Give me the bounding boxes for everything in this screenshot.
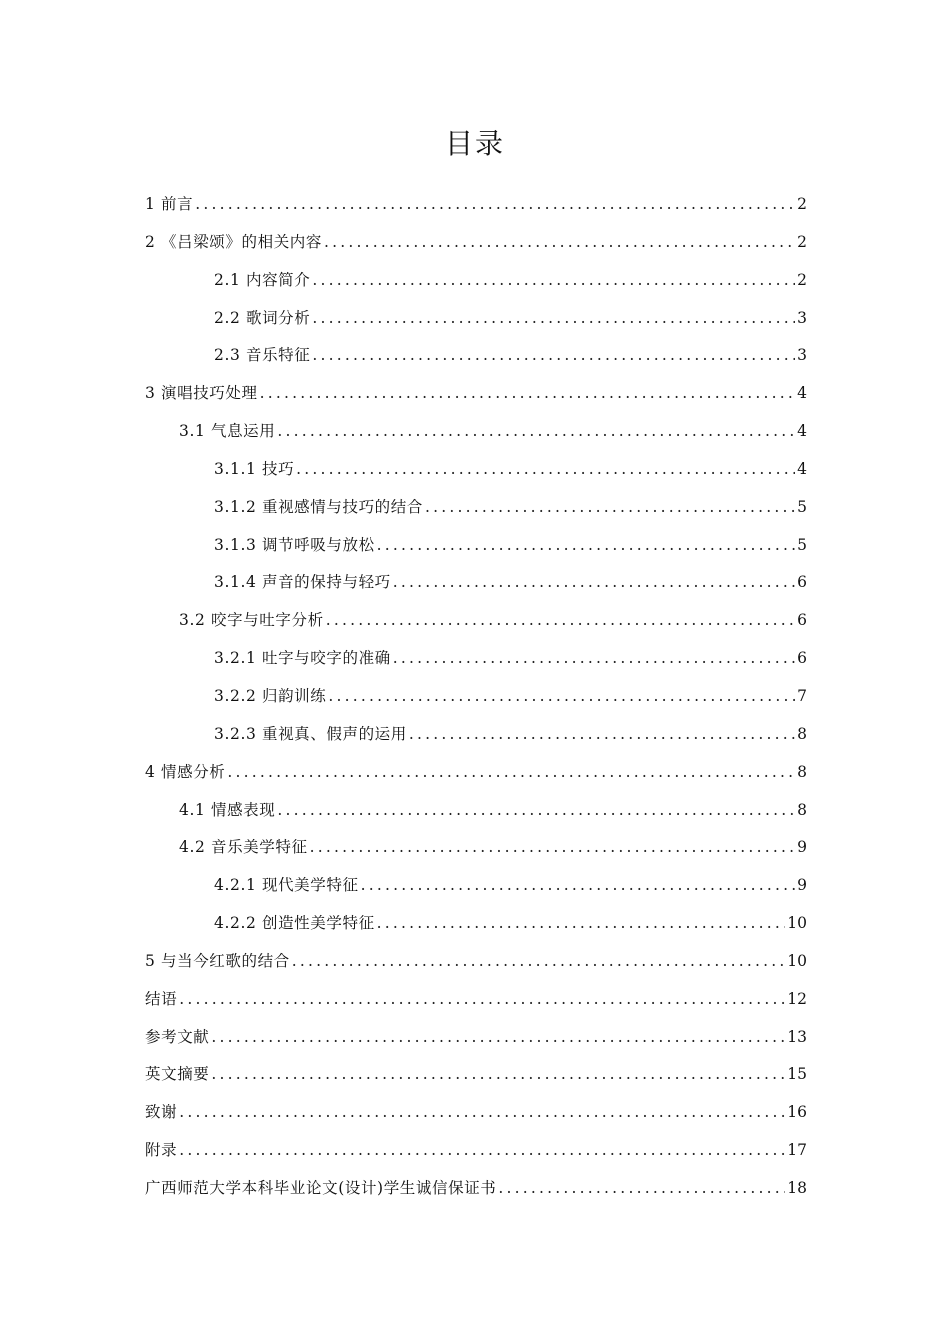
toc-dot-leader	[277, 792, 795, 830]
toc-entry-title: 4 情感分析	[145, 762, 226, 781]
toc-entry[interactable]	[145, 829, 807, 867]
toc-entry-title: 2 《吕梁颂》的相关内容	[145, 232, 322, 251]
toc-dot-leader	[179, 1132, 785, 1170]
toc-entry[interactable]	[145, 186, 807, 224]
toc-entry-title: 4.2 音乐美学特征	[179, 838, 308, 857]
toc-entry[interactable]	[145, 1019, 807, 1057]
toc-entry[interactable]	[145, 337, 807, 375]
toc-entry-title: 广西师范大学本科毕业论文(设计)学生诚信保证书	[145, 1178, 497, 1197]
toc-entry[interactable]	[145, 867, 807, 905]
toc-dot-leader	[310, 829, 796, 867]
toc-page-number: 12	[787, 989, 807, 1008]
toc-title: 目录	[444, 127, 505, 160]
toc-entry[interactable]	[145, 792, 807, 830]
toc-entry[interactable]	[145, 564, 807, 602]
toc-dot-leader	[195, 186, 795, 224]
toc-dot-leader	[260, 375, 796, 413]
toc-dot-leader	[211, 1019, 785, 1057]
toc-entry[interactable]	[145, 375, 807, 413]
toc-page-number: 8	[797, 724, 807, 743]
toc-entry[interactable]	[145, 716, 807, 754]
toc-dot-leader	[377, 905, 786, 943]
toc-entry-title: 1 前言	[145, 195, 194, 213]
toc-page-number: 2	[797, 195, 807, 213]
toc-entry-title: 3.2.3 重视真、假声的运用	[214, 724, 407, 743]
toc-page-number: 13	[787, 1027, 807, 1046]
toc-entry-title: 2.2 歌词分析	[214, 308, 311, 327]
toc-entry-title: 3.1.3 调节呼吸与放松	[214, 535, 375, 554]
toc-entry[interactable]	[145, 943, 807, 981]
toc-entry[interactable]	[145, 1132, 807, 1170]
toc-page-number: 8	[797, 800, 807, 819]
toc-entry[interactable]	[145, 527, 807, 565]
toc-entry[interactable]	[145, 1170, 807, 1208]
toc-page-number: 6	[797, 649, 807, 668]
toc-entry[interactable]	[145, 905, 807, 943]
toc-entry-title: 3.2 咬字与吐字分析	[179, 611, 324, 630]
toc-entry-title: 5 与当今红歌的结合	[145, 951, 290, 970]
toc-entry[interactable]	[145, 754, 807, 792]
toc-page-number: 9	[797, 876, 807, 895]
toc-entry-title: 2.3 音乐特征	[214, 346, 311, 365]
toc-dot-leader	[393, 564, 795, 602]
toc-page-number: 3	[797, 308, 807, 327]
toc-page-number: 3	[797, 346, 807, 365]
toc-page-number: 4	[797, 459, 807, 478]
toc-dot-leader	[179, 981, 785, 1019]
toc-page-number: 4	[797, 422, 807, 441]
toc-page-number: 18	[787, 1178, 807, 1197]
toc-dot-leader	[296, 451, 795, 489]
toc-entry-title: 4.2.2 创造性美学特征	[214, 914, 375, 933]
toc-entry-title: 2.1 内容简介	[214, 270, 311, 289]
toc-entry[interactable]	[145, 1094, 807, 1132]
toc-page-number: 9	[797, 838, 807, 857]
toc-entry[interactable]	[145, 224, 807, 262]
toc-dot-leader	[409, 716, 795, 754]
toc-entry[interactable]	[145, 678, 807, 716]
toc-entry[interactable]	[145, 300, 807, 338]
toc-page-number: 4	[797, 384, 807, 403]
toc-page-number: 10	[787, 951, 807, 970]
toc-dot-leader	[211, 1056, 785, 1094]
toc-entry-title: 附录	[145, 1141, 178, 1160]
toc-page-number: 6	[797, 611, 807, 630]
toc-entry-title: 3.2.1 吐字与咬字的准确	[214, 649, 391, 668]
toc-entry-title: 4.2.1 现代美学特征	[214, 876, 359, 895]
toc-entry[interactable]	[145, 602, 807, 640]
toc-dot-leader	[312, 337, 795, 375]
toc-list	[145, 186, 807, 1208]
toc-page-number: 5	[797, 535, 807, 554]
toc-page-number: 6	[797, 573, 807, 592]
toc-entry[interactable]	[145, 489, 807, 527]
toc-entry-title: 3.1.4 声音的保持与轻巧	[214, 573, 391, 592]
toc-entry-title: 3 演唱技巧处理	[145, 384, 258, 403]
toc-entry-title: 参考文献	[145, 1027, 210, 1046]
toc-entry-title: 3.1.1 技巧	[214, 459, 295, 478]
toc-dot-leader	[227, 754, 795, 792]
toc-dot-leader	[377, 527, 795, 565]
toc-page-number: 15	[787, 1065, 807, 1084]
toc-page-number: 7	[797, 686, 807, 705]
toc-entry[interactable]	[145, 640, 807, 678]
toc-dot-leader	[324, 224, 795, 262]
toc-dot-leader	[312, 300, 795, 338]
toc-entry-title: 致谢	[145, 1103, 178, 1122]
toc-dot-leader	[179, 1094, 785, 1132]
toc-entry-title: 英文摘要	[145, 1065, 210, 1084]
toc-dot-leader	[292, 943, 785, 981]
toc-dot-leader	[277, 413, 795, 451]
toc-page-number: 2	[797, 270, 807, 289]
toc-entry[interactable]	[145, 262, 807, 300]
toc-dot-leader	[326, 602, 795, 640]
toc-entry-title: 3.1 气息运用	[179, 422, 276, 441]
toc-dot-leader	[312, 262, 795, 300]
toc-page-number: 17	[787, 1141, 807, 1160]
toc-page-number: 5	[797, 497, 807, 516]
toc-page-number: 16	[787, 1103, 807, 1122]
toc-entry-title: 4.1 情感表现	[179, 800, 276, 819]
toc-dot-leader	[393, 640, 795, 678]
toc-entry-title: 3.1.2 重视感情与技巧的结合	[214, 497, 423, 516]
toc-dot-leader	[425, 489, 795, 527]
toc-page-number: 10	[787, 914, 807, 933]
toc-page-number: 2	[797, 232, 807, 251]
toc-entry-title: 结语	[145, 989, 178, 1008]
toc-entry[interactable]	[145, 981, 807, 1019]
toc-dot-leader	[498, 1170, 785, 1208]
toc-entry-title: 3.2.2 归韵训练	[214, 686, 327, 705]
toc-entry[interactable]	[145, 413, 807, 451]
toc-entry[interactable]	[145, 1056, 807, 1094]
toc-page-number: 8	[797, 762, 807, 781]
toc-dot-leader	[361, 867, 796, 905]
toc-entry[interactable]	[145, 451, 807, 489]
toc-dot-leader	[328, 678, 795, 716]
